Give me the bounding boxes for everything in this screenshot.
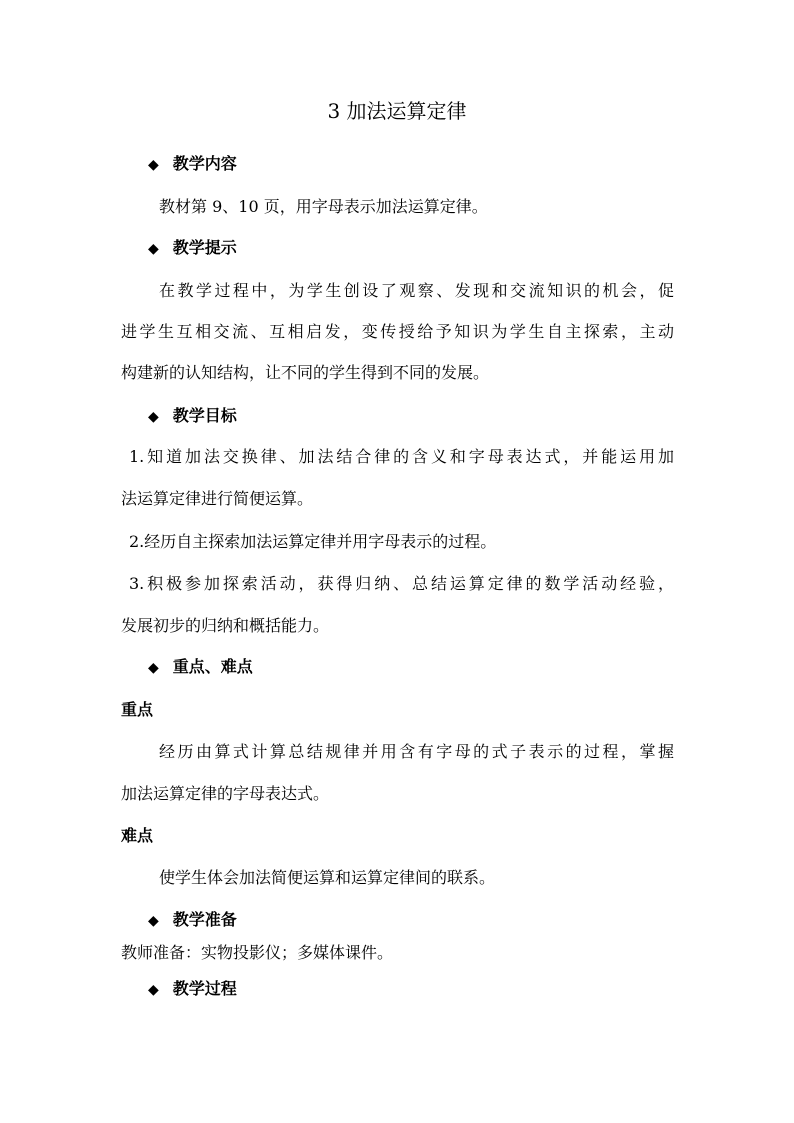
- heading-text: 教学过程: [172, 979, 237, 998]
- goal-item-line: 1.知道加法交换律、加法结合律的含义和字母表达式，并能运用加: [129, 447, 674, 466]
- diamond-bullet-icon: ◆: [148, 913, 159, 929]
- section-heading-content: [148, 152, 237, 177]
- key-label: 重点: [121, 700, 154, 719]
- diamond-bullet-icon: ◆: [148, 660, 159, 676]
- section-heading-process: [148, 977, 237, 1002]
- difficult-text: 使学生体会加法简便运算和运算定律间的联系。: [159, 868, 496, 887]
- goal-item-line: 法运算定律进行简便运算。: [121, 489, 314, 508]
- goal-item-line: 3.积极参加探索活动，获得归纳、总结运算定律的数学活动经验，: [129, 574, 674, 593]
- content-text: 教材第 9、10 页，用字母表示加法运算定律。: [159, 197, 488, 216]
- section-heading-hint: [148, 236, 237, 261]
- hint-line: 构建新的认知结构，让不同的学生得到不同的发展。: [121, 363, 490, 382]
- heading-text: 教学提示: [172, 238, 237, 257]
- heading-text: 重点、难点: [172, 657, 253, 676]
- section-heading-preparation: [148, 908, 237, 933]
- heading-text: 教学目标: [172, 406, 237, 425]
- goal-item-line: 2.经历自主探索加法运算定律并用字母表示的过程。: [129, 532, 497, 551]
- hint-line: 进学生互相交流、互相启发，变传授给予知识为学生自主探索，主动: [121, 322, 674, 341]
- diamond-bullet-icon: ◆: [148, 982, 159, 998]
- goal-item-line: 发展初步的归纳和概括能力。: [121, 616, 330, 635]
- section-heading-key-points: [148, 655, 253, 680]
- hint-line: 在教学过程中，为学生创设了观察、发现和交流知识的机会，促: [159, 281, 674, 300]
- key-line: 经历由算式计算总结规律并用含有字母的式子表示的过程，掌握: [159, 742, 674, 761]
- heading-text: 教学准备: [172, 910, 237, 929]
- diamond-bullet-icon: ◆: [148, 157, 159, 173]
- heading-text: 教学内容: [172, 154, 237, 173]
- diamond-bullet-icon: ◆: [148, 409, 159, 425]
- difficult-label: 难点: [121, 826, 154, 845]
- preparation-text: 教师准备：实物投影仪；多媒体课件。: [121, 943, 394, 962]
- section-heading-goals: [148, 404, 237, 429]
- document-title: 3 加法运算定律: [327, 99, 467, 123]
- diamond-bullet-icon: ◆: [148, 241, 159, 257]
- key-line: 加法运算定律的字母表达式。: [121, 784, 330, 803]
